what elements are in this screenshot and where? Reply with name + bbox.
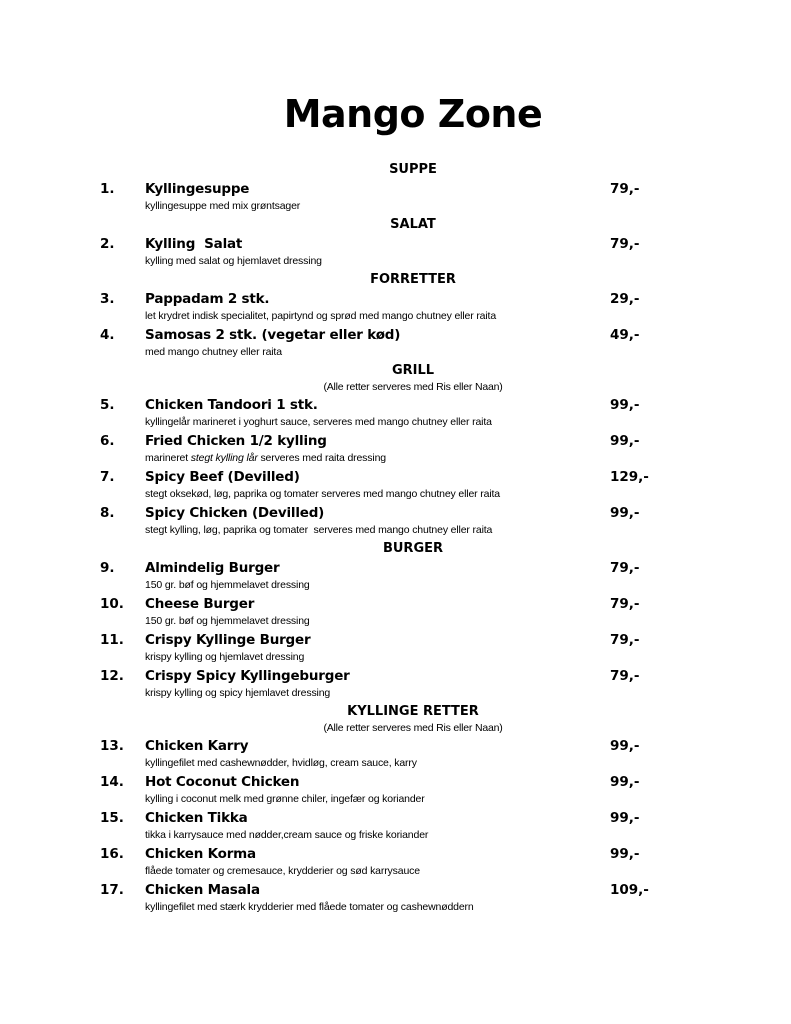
item-description: med mango chutney eller raita — [145, 346, 282, 358]
item-description: kyllingesuppe med mix grøntsager — [145, 200, 301, 212]
item-number: 16. — [100, 846, 124, 862]
menu-section — [0, 215, 791, 270]
menu-item — [0, 395, 791, 431]
section-heading: GRILL — [391, 363, 435, 378]
item-description-text: marineret — [145, 452, 191, 464]
item-description: stegt kylling, løg, paprika og tomater serveres med mango chutney eller raita — [145, 524, 493, 536]
section-note: (Alle retter serveres med Ris eller Naan) — [323, 722, 503, 734]
item-price: 79,- — [610, 632, 640, 648]
item-number: 14. — [100, 774, 124, 790]
item-description — [145, 451, 386, 465]
menu-section — [0, 361, 791, 539]
item-name: Kyllingesuppe — [145, 181, 250, 197]
menu-list — [0, 160, 791, 916]
item-number: 5. — [100, 397, 115, 413]
menu-item — [0, 844, 791, 880]
menu-section — [0, 702, 791, 916]
menu-item — [0, 630, 791, 666]
item-price: 79,- — [610, 668, 640, 684]
item-price: 99,- — [610, 505, 640, 521]
menu-item — [0, 431, 791, 467]
item-number: 11. — [100, 632, 124, 648]
item-name: Cheese Burger — [145, 596, 255, 612]
item-description: krispy kylling og hjemlavet dressing — [145, 651, 305, 663]
item-name: Pappadam 2 stk. — [145, 291, 270, 307]
item-name: Samosas 2 stk. (vegetar eller kød) — [145, 327, 401, 343]
menu-item — [0, 325, 791, 361]
item-name: Almindelig Burger — [145, 560, 280, 576]
section-note: (Alle retter serveres med Ris eller Naan) — [323, 381, 503, 393]
item-name: Fried Chicken 1/2 kylling — [145, 433, 327, 449]
item-number: 1. — [100, 181, 115, 197]
item-description: kyllingelår marineret i yoghurt sauce, serveres med mango chutney eller raita — [145, 416, 492, 428]
menu-item — [0, 467, 791, 503]
item-number: 6. — [100, 433, 115, 449]
menu-section — [0, 270, 791, 361]
item-number: 8. — [100, 505, 115, 521]
item-name: Chicken Korma — [145, 846, 256, 862]
item-price: 99,- — [610, 810, 640, 826]
item-price: 79,- — [610, 236, 640, 252]
item-number: 3. — [100, 291, 115, 307]
menu-item — [0, 558, 791, 594]
menu-item — [0, 289, 791, 325]
menu-section — [0, 539, 791, 702]
item-name: Chicken Tikka — [145, 810, 248, 826]
item-number: 17. — [100, 882, 124, 898]
item-price: 79,- — [610, 181, 640, 197]
item-name: Hot Coconut Chicken — [145, 774, 300, 790]
item-price: 99,- — [610, 846, 640, 862]
item-number: 10. — [100, 596, 124, 612]
item-number: 9. — [100, 560, 115, 576]
menu-item — [0, 880, 791, 916]
item-description: let krydret indisk specialitet, papirtynd og sprød med mango chutney eller raita — [145, 310, 497, 322]
item-price: 99,- — [610, 433, 640, 449]
item-name: Chicken Karry — [145, 738, 249, 754]
item-description: kyllingefilet med stærk krydderier med flåede tomater og cashewnøddern — [145, 901, 474, 913]
menu-item — [0, 736, 791, 772]
item-price: 29,- — [610, 291, 640, 307]
item-description: krispy kylling og spicy hjemlavet dressing — [145, 687, 331, 699]
item-price: 129,- — [610, 469, 649, 485]
menu-title: Mango Zone — [283, 92, 543, 136]
menu-item — [0, 808, 791, 844]
menu-item — [0, 772, 791, 808]
item-description: kyllingefilet med cashewnødder, hvidløg, cream sauce, karry — [145, 757, 417, 769]
menu-item — [0, 234, 791, 270]
item-number: 4. — [100, 327, 115, 343]
item-price: 79,- — [610, 560, 640, 576]
item-price: 99,- — [610, 774, 640, 790]
item-number: 13. — [100, 738, 124, 754]
section-heading: SALAT — [390, 217, 436, 232]
item-description-text: serveres med raita dressing — [257, 452, 386, 464]
item-name: Spicy Chicken (Devilled) — [145, 505, 325, 521]
section-heading: FORRETTER — [370, 272, 456, 287]
item-price: 99,- — [610, 738, 640, 754]
menu-section — [0, 160, 791, 215]
item-name: Crispy Spicy Kyllingeburger — [145, 668, 350, 684]
item-description: kylling i coconut melk med grønne chiler, ingefær og koriander — [145, 793, 425, 805]
menu-item — [0, 179, 791, 215]
menu-item — [0, 594, 791, 630]
item-price: 49,- — [610, 327, 640, 343]
item-name: Chicken Tandoori 1 stk. — [145, 397, 318, 413]
item-description: flåede tomater og cremesauce, krydderier og sød karrysauce — [145, 865, 420, 877]
item-number: 7. — [100, 469, 115, 485]
item-name: Crispy Kyllinge Burger — [145, 632, 311, 648]
section-heading: BURGER — [382, 541, 444, 556]
item-number: 2. — [100, 236, 115, 252]
item-description: 150 gr. bøf og hjemmelavet dressing — [145, 615, 310, 627]
item-name: Spicy Beef (Devilled) — [145, 469, 300, 485]
item-price: 109,- — [610, 882, 649, 898]
item-number: 12. — [100, 668, 124, 684]
section-heading: SUPPE — [389, 162, 437, 177]
item-description-italic: stegt kylling lår — [190, 452, 258, 464]
item-name: Kylling Salat — [145, 236, 243, 252]
item-price: 99,- — [610, 397, 640, 413]
item-number: 15. — [100, 810, 124, 826]
item-price: 79,- — [610, 596, 640, 612]
menu-item — [0, 503, 791, 539]
item-description: 150 gr. bøf og hjemmelavet dressing — [145, 579, 310, 591]
item-description: stegt oksekød, løg, paprika og tomater serveres med mango chutney eller raita — [145, 488, 500, 500]
menu-item — [0, 666, 791, 702]
item-name: Chicken Masala — [145, 882, 260, 898]
item-description: kylling med salat og hjemlavet dressing — [145, 255, 322, 267]
item-description: tikka i karrysauce med nødder,cream sauce og friske koriander — [145, 829, 429, 841]
section-heading: KYLLINGE RETTER — [347, 704, 479, 719]
